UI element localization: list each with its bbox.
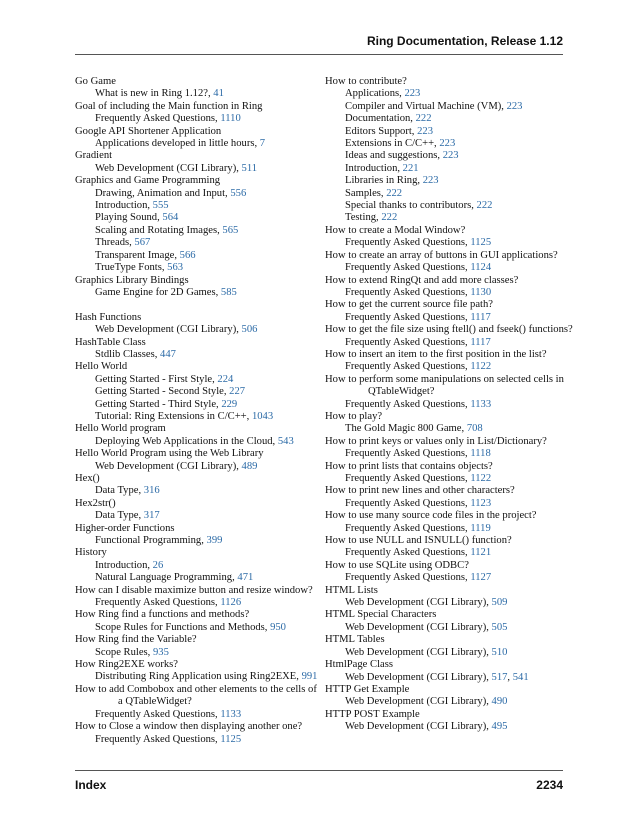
page-reference-link[interactable]: 1126 — [220, 597, 242, 609]
index-subentry — [75, 374, 315, 386]
page-reference-link[interactable]: 585 — [220, 286, 237, 298]
page-reference-link[interactable]: 555 — [152, 200, 169, 212]
index-term — [325, 275, 565, 287]
index-entry-text: Deploying Web Applications in the Cloud, — [95, 435, 278, 447]
index-term-continuation — [75, 696, 315, 708]
page-reference-link[interactable]: 1133 — [470, 398, 492, 410]
index-term — [325, 225, 565, 237]
index-subentry — [75, 622, 315, 634]
index-entry-text: Frequently Asked Questions, — [345, 473, 471, 484]
index-subentry — [325, 672, 565, 684]
index-entry-text: Frequently Asked Questions, — [345, 448, 471, 460]
index-entry-text: How to create an array of buttons in GUI applications? — [325, 249, 558, 261]
index-subentry — [325, 361, 565, 373]
index-subentry — [75, 287, 315, 299]
index-entry-text: Introduction, — [95, 559, 153, 571]
index-subentry — [325, 126, 565, 138]
page-reference-link[interactable]: 1122 — [470, 473, 492, 484]
page-reference-link[interactable]: 229 — [221, 398, 238, 410]
index-term — [325, 709, 565, 721]
index-entry-text: How to contribute? — [325, 76, 407, 87]
page-reference-link[interactable]: 222 — [386, 187, 403, 199]
index-entry-text: Documentation, — [345, 113, 416, 125]
index-entry-text: Web Development (CGI Library), — [345, 597, 492, 609]
index-entry-text: Go Game — [75, 76, 116, 87]
index-subentry — [325, 212, 565, 224]
index-term — [75, 101, 315, 113]
index-term — [75, 275, 315, 287]
index-term — [75, 721, 315, 733]
index-term — [325, 349, 565, 361]
page-reference-link[interactable]: 222 — [476, 200, 493, 212]
page-reference-link[interactable]: 505 — [491, 621, 508, 633]
index-entry-text: Web Development (CGI Library), — [345, 646, 492, 658]
index-entry-text: How to print keys or values only in List/Dictionary? — [325, 435, 547, 447]
index-entry-text: HTML Tables — [325, 634, 385, 646]
index-entry-text: Transparent Image, — [95, 249, 180, 261]
index-subentry — [325, 237, 565, 249]
index-subentry — [75, 671, 318, 683]
index-term — [325, 485, 565, 497]
page-reference-link[interactable]: 556 — [230, 187, 247, 199]
index-term — [75, 361, 315, 373]
index-subentry — [75, 560, 315, 572]
index-term — [75, 547, 315, 559]
index-entry-text: Frequently Asked Questions, — [345, 522, 471, 534]
page-reference-link[interactable]: 223 — [417, 125, 433, 137]
index-entry-text: Testing, — [345, 212, 382, 224]
index-subentry — [325, 150, 565, 162]
index-term — [75, 634, 315, 646]
footer-divider — [75, 770, 563, 771]
index-entry-text: Web Development (CGI Library), — [95, 324, 242, 336]
index-entry-text: How to play? — [325, 410, 383, 422]
index-term — [75, 175, 315, 187]
index-entry-text: Web Development (CGI Library), — [345, 721, 492, 733]
index-term — [325, 560, 565, 572]
index-subentry — [75, 510, 315, 522]
index-entry-text: How to insert an item to the first position in the list? — [325, 348, 547, 360]
index-entry-text: Stdlib Classes, — [95, 348, 161, 360]
page-reference-link[interactable]: 510 — [491, 646, 508, 658]
index-entry-text: How to create a Modal Window? — [325, 224, 466, 236]
index-entry-text: Hello World Program using the Web Library — [75, 448, 264, 460]
index-subentry — [75, 647, 315, 659]
footer-section-label: Index — [75, 778, 107, 792]
index-subentry — [75, 572, 315, 584]
index-entry-text: Hex2str() — [75, 497, 116, 509]
index-subentry — [325, 113, 565, 125]
index-entry-text: How to use SQLite using ODBC? — [325, 559, 469, 571]
index-subentry — [75, 212, 315, 224]
index-term — [75, 337, 315, 349]
page-reference-link[interactable]: 1125 — [470, 237, 492, 249]
index-entry-text: Getting Started - First Style, — [95, 373, 218, 385]
index-entry-text: HashTable Class — [75, 336, 146, 348]
index-entry-text: HTTP POST Example — [325, 708, 420, 720]
page-reference-link[interactable]: 316 — [143, 485, 160, 497]
page-reference-link[interactable]: 517 — [491, 671, 508, 683]
index-subentry — [325, 473, 565, 485]
index-entry-text: HTML Special Characters — [325, 609, 437, 621]
page-reference-link[interactable]: 1123 — [470, 497, 492, 509]
index-entry-text: HTTP Get Example — [325, 683, 410, 695]
page-reference-link[interactable]: 489 — [241, 460, 258, 472]
index-entry-text: Editors Support, — [345, 125, 418, 137]
page-reference-link[interactable]: 509 — [491, 597, 508, 609]
index-entry-text: Frequently Asked Questions, — [345, 572, 471, 584]
page-reference-link[interactable]: 511 — [241, 162, 258, 174]
index-term — [75, 423, 315, 435]
index-subentry — [325, 423, 565, 435]
index-term-continuation — [325, 386, 565, 398]
page-reference-link[interactable]: 935 — [152, 646, 169, 658]
index-entry-text: Google API Shortener Application — [75, 125, 222, 137]
index-entry-text: Applications, — [345, 88, 405, 100]
page-reference-link[interactable]: 1127 — [470, 572, 492, 584]
index-term — [325, 299, 565, 311]
index-subentry — [75, 324, 315, 336]
index-term — [325, 535, 565, 547]
page-reference-link[interactable]: 222 — [415, 113, 432, 125]
index-subentry — [325, 188, 565, 200]
page-reference-link[interactable]: 566 — [179, 249, 196, 261]
index-entry-text: Extensions in C/C++, — [345, 138, 440, 150]
index-entry-text: Web Development (CGI Library), — [345, 671, 492, 683]
index-term — [325, 461, 565, 473]
index-entry-text: Introduction, — [345, 162, 403, 174]
index-entry-text: How to get the current source file path? — [325, 299, 493, 311]
index-entry-text: Game Engine for 2D Games, — [95, 286, 221, 298]
index-term — [75, 448, 315, 460]
index-term — [75, 585, 315, 597]
index-column-left — [75, 76, 318, 746]
index-entry-text: HtmlPage Class — [325, 659, 393, 671]
index-entry-text: Web Development (CGI Library), — [95, 162, 242, 174]
index-term — [325, 609, 565, 621]
index-subentry — [75, 250, 315, 262]
page-reference-link[interactable]: 223 — [442, 150, 459, 162]
index-entry-text: How to use many source code files in the project? — [325, 510, 537, 522]
index-term — [325, 634, 565, 646]
index-entry-text: Tutorial: Ring Extensions in C/C++, — [95, 410, 252, 422]
index-subentry — [75, 734, 315, 746]
page-reference-link[interactable]: 227 — [229, 386, 246, 398]
index-entry-text: Hash Functions — [75, 311, 142, 323]
index-entry-text: Data Type, — [95, 485, 144, 497]
index-entry-text: History — [75, 547, 107, 559]
index-term — [325, 585, 565, 597]
index-entry-text: Frequently Asked Questions, — [95, 733, 221, 745]
page-reference-link[interactable]: 221 — [402, 162, 419, 174]
page-reference-link[interactable]: 223 — [422, 175, 439, 187]
index-entry-text: Natural Language Programming, — [95, 572, 238, 584]
index-entry-text: Ideas and suggestions, — [345, 150, 443, 162]
index-entry-text: Frequently Asked Questions, — [345, 237, 471, 249]
index-term — [75, 498, 315, 510]
index-subentry — [75, 485, 315, 497]
index-term — [325, 659, 565, 671]
index-entry-text: Hex() — [75, 472, 100, 484]
index-entry-text: How to get the file size using ftell() and fseek() functions? — [325, 324, 573, 336]
page-reference-link[interactable]: 541 — [512, 671, 529, 683]
page-reference-link[interactable]: 563 — [167, 262, 184, 274]
index-entry-text: Frequently Asked Questions, — [95, 113, 221, 125]
index-subentry — [75, 188, 315, 200]
index-subentry — [325, 138, 565, 150]
index-term — [325, 411, 565, 423]
index-entry-text: What is new in Ring 1.12?, — [95, 88, 214, 100]
index-entry-text: Frequently Asked Questions, — [345, 262, 471, 274]
index-term — [75, 473, 315, 485]
page-reference-link[interactable]: 1121 — [470, 547, 492, 559]
index-entry-text: Drawing, Animation and Input, — [95, 187, 231, 199]
index-subentry — [325, 337, 565, 349]
index-subentry — [75, 138, 315, 150]
index-subentry — [75, 399, 315, 411]
index-subentry — [75, 386, 315, 398]
page-reference-link[interactable]: 223 — [506, 100, 523, 112]
index-subentry — [325, 262, 565, 274]
page-reference-link[interactable]: 564 — [162, 212, 179, 224]
index-entry-text: How to add Combobox and other elements to the cells of — [75, 683, 317, 695]
index-term — [75, 76, 315, 88]
index-term — [75, 150, 315, 162]
page-reference-link[interactable]: 490 — [491, 696, 508, 708]
page-reference-link[interactable]: 991 — [301, 671, 318, 683]
index-subentry — [75, 163, 315, 175]
index-entry-text: Web Development (CGI Library), — [345, 621, 492, 633]
index-entry-text: How Ring find a functions and methods? — [75, 609, 250, 621]
page-reference-link[interactable]: 224 — [217, 373, 234, 385]
index-term — [75, 312, 315, 324]
page-reference-link[interactable]: 565 — [222, 224, 239, 236]
index-entry-text: How to use NULL and ISNULL() function? — [325, 535, 512, 547]
index-subentry — [75, 88, 315, 100]
index-column-right — [325, 76, 573, 734]
page-reference-link[interactable]: 1125 — [220, 733, 242, 745]
page-reference-link[interactable]: 447 — [160, 348, 176, 360]
page-reference-link[interactable]: 1117 — [470, 311, 491, 323]
index-entry-text: Frequently Asked Questions, — [345, 286, 471, 298]
index-term — [75, 126, 315, 138]
index-subentry — [325, 175, 565, 187]
index-entry-text: Samples, — [345, 187, 387, 199]
index-subentry — [75, 200, 315, 212]
page-reference-link[interactable]: 222 — [381, 212, 398, 224]
footer-page-number: 2234 — [536, 778, 563, 792]
index-subentry — [325, 101, 565, 113]
index-entry-text: Frequently Asked Questions, — [95, 597, 221, 609]
index-entry-text: Special thanks to contributors, — [345, 200, 477, 212]
index-entry-text: Frequently Asked Questions, — [345, 336, 471, 348]
index-entry-text: Distributing Ring Application using Ring2EXE, — [95, 671, 302, 683]
index-subentry — [75, 709, 315, 721]
index-entry-text: Graphics Library Bindings — [75, 274, 189, 286]
page-reference-link[interactable]: 1119 — [470, 522, 491, 534]
index-entry-text: Frequently Asked Questions, — [95, 708, 221, 720]
index-term — [325, 250, 565, 262]
index-term — [75, 659, 315, 671]
index-entry-text: Web Development (CGI Library), — [95, 460, 242, 472]
index-entry-text: How Ring2EXE works? — [75, 659, 178, 671]
index-subentry — [325, 622, 565, 634]
index-entry-text: a QTableWidget? — [118, 696, 192, 708]
page-reference-link[interactable]: 41 — [213, 88, 224, 100]
index-entry-text: How to Close a window then displaying another one? — [75, 721, 303, 733]
index-entry-text: Frequently Asked Questions, — [345, 398, 471, 410]
page-reference-link[interactable]: 1110 — [220, 113, 241, 125]
index-subentry — [75, 436, 315, 448]
index-subentry — [75, 262, 315, 274]
index-term — [75, 523, 315, 535]
index-subentry — [325, 597, 565, 609]
index-entry-text: Scaling and Rotating Images, — [95, 224, 223, 236]
index-entry-text: How to print lists that contains objects? — [325, 460, 493, 472]
index-entry-text: QTableWidget? — [368, 386, 435, 398]
index-term — [325, 684, 565, 696]
page-reference-link[interactable]: 1133 — [220, 708, 242, 720]
index-entry-text: Data Type, — [95, 510, 144, 522]
index-entry-text: Hello World program — [75, 423, 166, 435]
index-subentry — [325, 287, 565, 299]
index-subentry — [75, 113, 315, 125]
index-term — [325, 324, 573, 336]
index-entry-text: How Ring find the Variable? — [75, 634, 197, 646]
page-reference-link[interactable]: 223 — [439, 138, 456, 150]
index-entry-text: Libraries in Ring, — [345, 175, 423, 187]
page-reference-link[interactable]: 223 — [404, 88, 421, 100]
index-subentry — [325, 399, 565, 411]
index-entry-text: Scope Rules, — [95, 646, 153, 658]
index-entry-text: Frequently Asked Questions, — [345, 361, 471, 373]
index-term — [325, 436, 565, 448]
index-term — [325, 510, 565, 522]
index-entry-text: Goal of including the Main function in Ring — [75, 100, 263, 112]
page-reference-link[interactable]: 1117 — [470, 336, 491, 348]
index-term — [325, 374, 565, 386]
index-subentry — [325, 696, 565, 708]
index-entry-text: Higher-order Functions — [75, 522, 175, 534]
page-reference-link[interactable]: 7 — [259, 138, 266, 150]
running-header: Ring Documentation, Release 1.12 — [366, 34, 563, 48]
index-entry-text: TrueType Fonts, — [95, 262, 168, 274]
index-entry-text: Getting Started - Second Style, — [95, 386, 230, 398]
index-entry-text: Frequently Asked Questions, — [345, 311, 471, 323]
index-subentry — [325, 312, 565, 324]
index-subentry — [75, 535, 315, 547]
index-entry-text: Graphics and Game Programming — [75, 175, 221, 187]
index-entry-text: Gradient — [75, 150, 113, 162]
index-subentry — [325, 163, 565, 175]
index-subentry — [325, 200, 565, 212]
index-entry-text: Hello World — [75, 361, 128, 373]
index-entry-text: Compiler and Virtual Machine (VM), — [345, 100, 507, 112]
index-entry-text: Getting Started - Third Style, — [95, 398, 222, 410]
header-divider — [75, 54, 563, 55]
index-entry-text: How can I disable maximize button and resize window? — [75, 584, 313, 596]
index-entry-text: The Gold Magic 800 Game, — [345, 423, 467, 435]
index-term — [325, 76, 565, 88]
page-reference-link[interactable]: 1124 — [470, 262, 492, 274]
page-reference-link[interactable]: 543 — [277, 435, 294, 447]
page-reference-link[interactable]: 317 — [143, 510, 160, 522]
page-reference-link[interactable]: 1122 — [470, 361, 492, 373]
index-subentry — [325, 448, 565, 460]
index-entry-text: Web Development (CGI Library), — [345, 696, 492, 708]
index-subentry — [325, 547, 565, 559]
index-entry-text: How to print new lines and other characters? — [325, 485, 515, 497]
page-reference-link[interactable]: 26 — [152, 559, 164, 571]
index-entry-text: Frequently Asked Questions, — [345, 547, 471, 559]
page-reference-link[interactable]: 495 — [491, 721, 508, 733]
index-subentry — [75, 597, 315, 609]
index-subentry — [75, 237, 315, 249]
index-subentry — [325, 647, 565, 659]
index-entry-text: How to extend RingQt and add more classes? — [325, 274, 519, 286]
index-entry-text: Frequently Asked Questions, — [345, 497, 471, 509]
page-reference-link[interactable]: 708 — [466, 423, 483, 435]
index-subentry — [325, 721, 565, 733]
index-subentry — [325, 572, 565, 584]
index-entry-text: How to perform some manipulations on selected cells in — [325, 373, 564, 385]
page-reference-link[interactable]: 567 — [134, 237, 151, 249]
index-entry-text: Scope Rules for Functions and Methods, — [95, 621, 271, 633]
page-reference-link[interactable]: 506 — [241, 324, 258, 336]
page-reference-link[interactable]: 1118 — [470, 448, 491, 460]
index-term — [75, 684, 315, 696]
page-reference-link[interactable]: 399 — [206, 535, 223, 547]
index-term — [75, 609, 315, 621]
index-entry-text: HTML Lists — [325, 584, 378, 596]
index-subentry — [75, 461, 315, 473]
index-subentry — [325, 88, 565, 100]
index-entry-text: Applications developed in little hours, — [95, 138, 260, 150]
index-entry-text: Introduction, — [95, 200, 153, 212]
page-reference-link[interactable]: 1043 — [251, 410, 274, 422]
index-entry-text: Playing Sound, — [95, 212, 163, 224]
index-entry-text: Functional Programming, — [95, 535, 207, 547]
page-reference-link[interactable]: 950 — [270, 621, 286, 633]
page-reference-link[interactable]: 1130 — [470, 286, 492, 298]
index-subentry — [75, 349, 315, 361]
page-reference-separator: , — [507, 671, 513, 683]
index-subentry — [75, 225, 315, 237]
index-subentry — [325, 498, 565, 510]
index-subentry — [325, 523, 565, 535]
page-reference-link[interactable]: 471 — [237, 572, 254, 584]
index-entry-text: Threads, — [95, 237, 135, 249]
index-subentry — [75, 411, 315, 423]
